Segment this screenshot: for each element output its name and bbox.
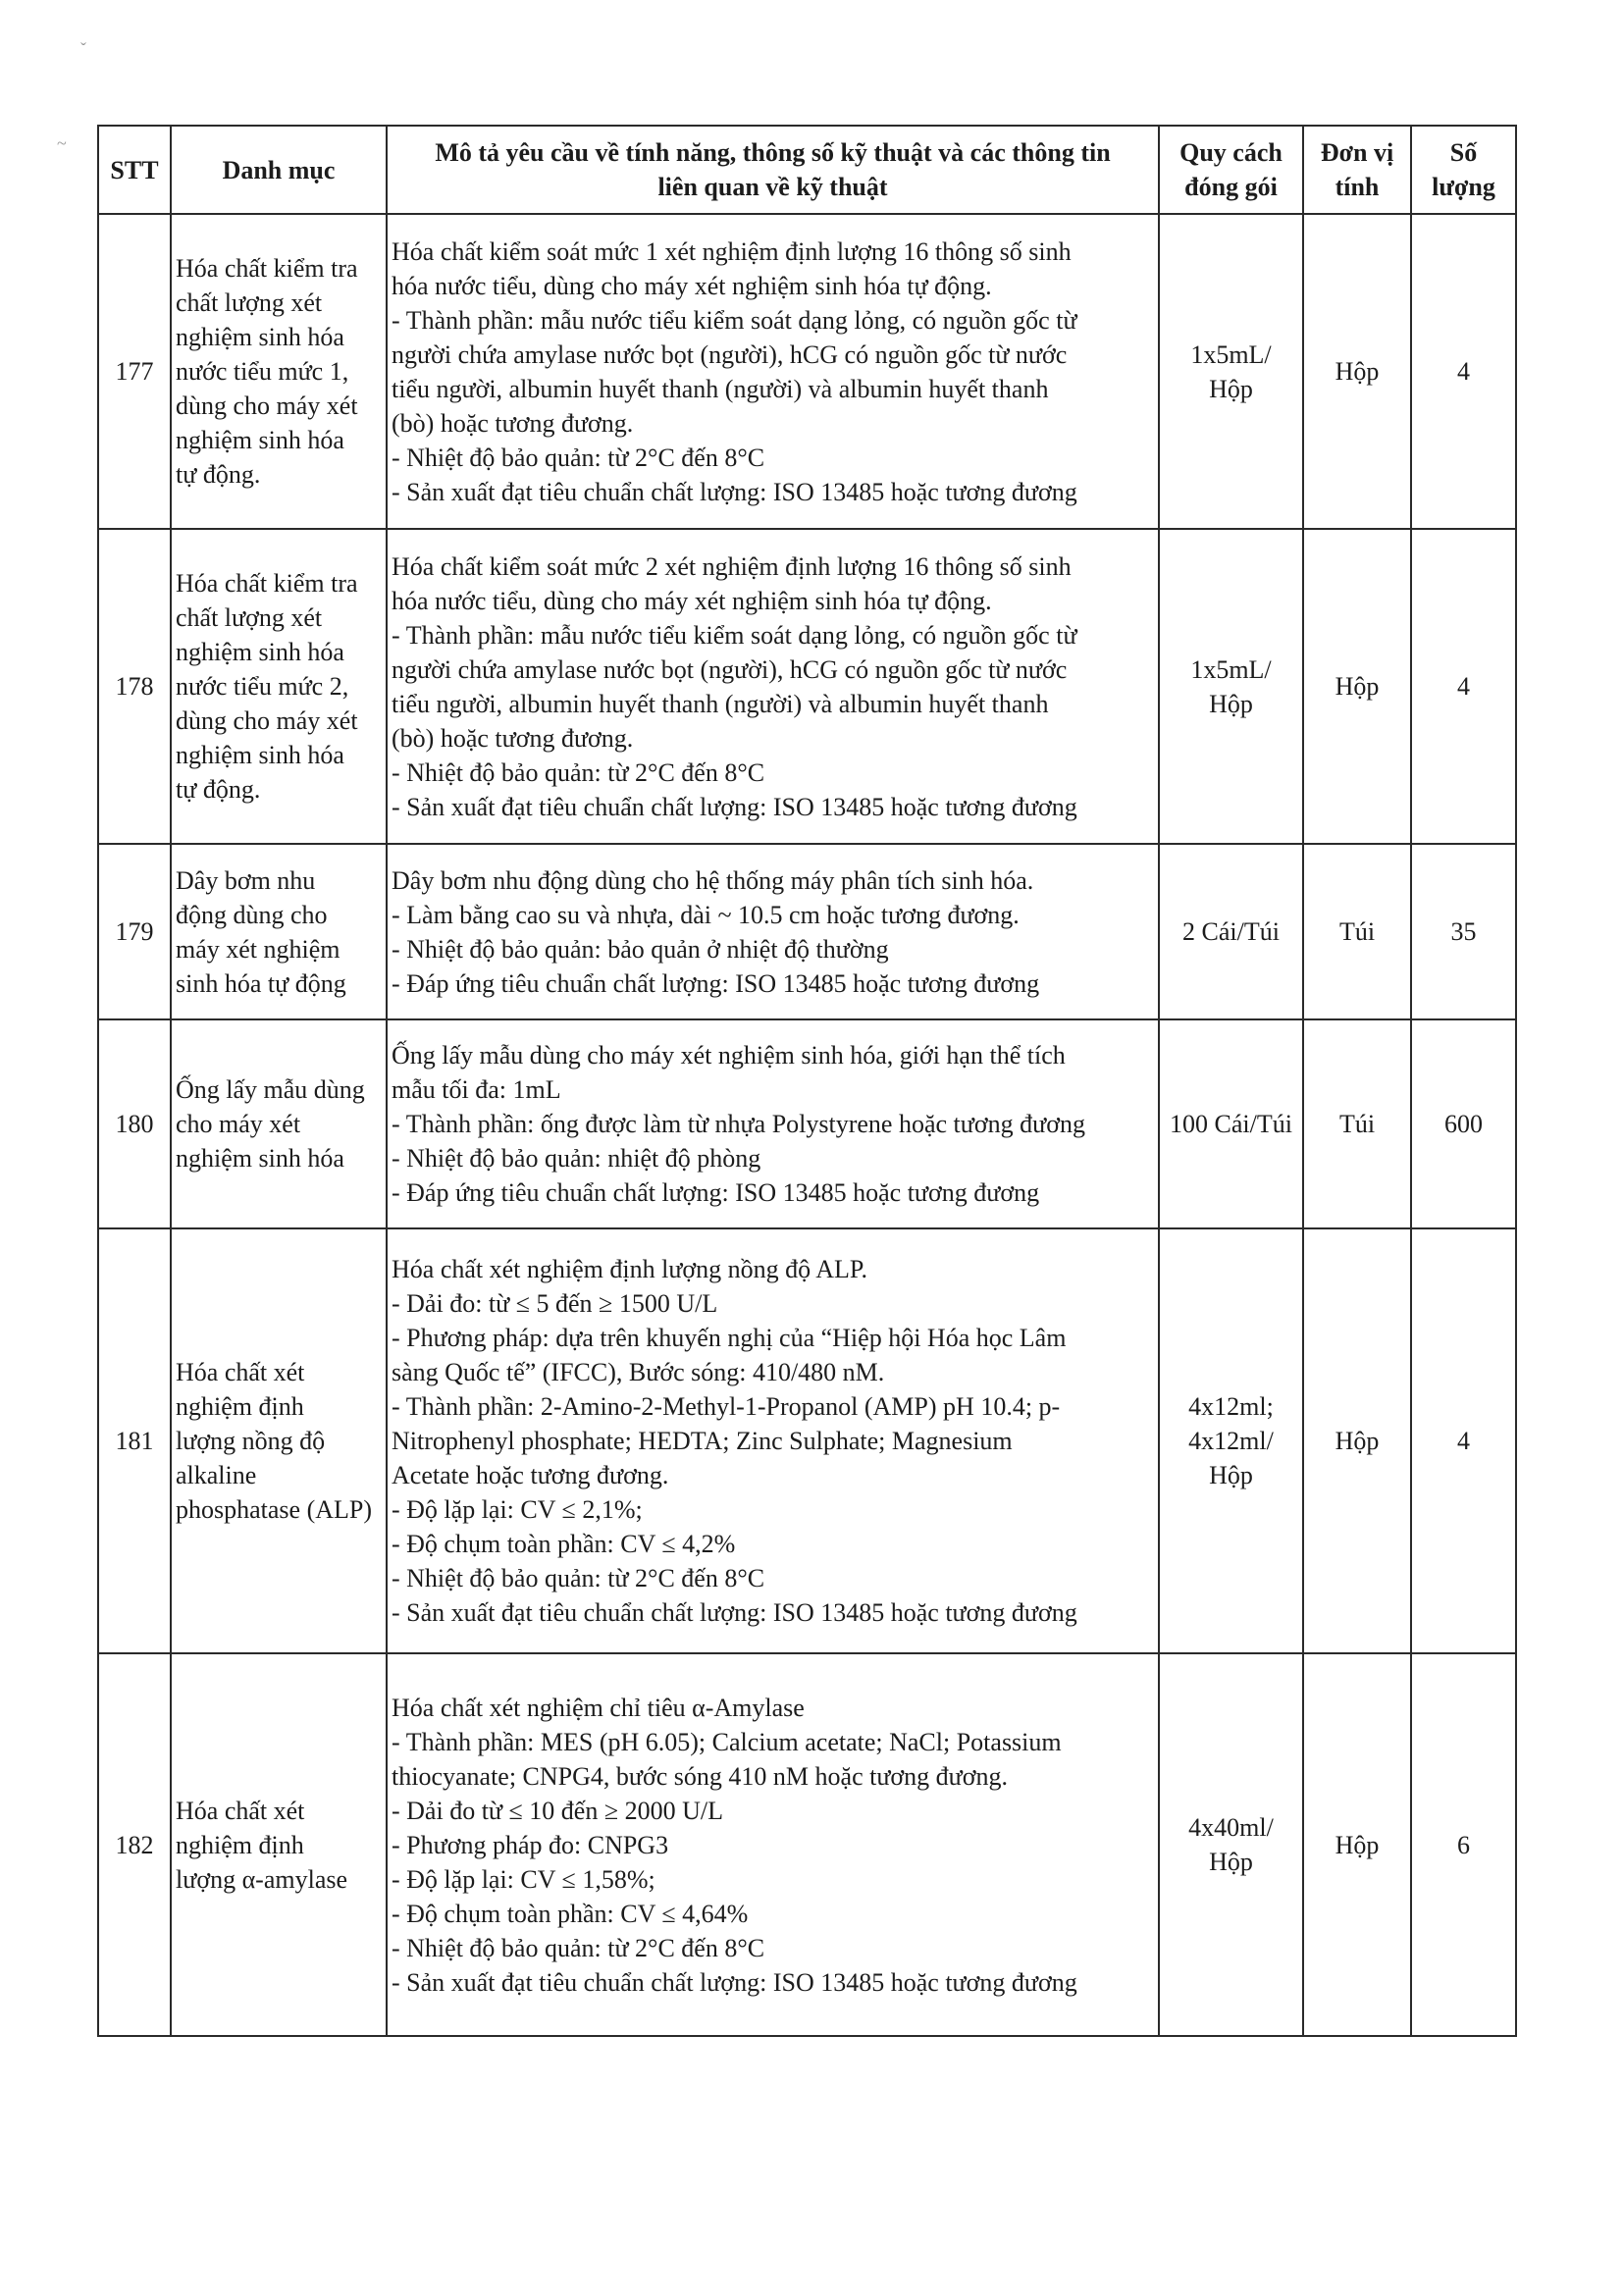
name-line: tự động. — [176, 460, 261, 489]
desc-line: Hóa chất xét nghiệm chỉ tiêu α-Amylase — [392, 1693, 805, 1722]
cell-category — [171, 1228, 387, 1653]
name-line: alkaline — [176, 1461, 257, 1489]
pack-line: Hộp — [1209, 1461, 1253, 1489]
name-line: chất lượng xét — [176, 603, 323, 632]
cell-packaging — [1159, 1228, 1303, 1653]
desc-line: thiocyanate; CNPG4, bước sóng 410 nM hoặc tương đương. — [392, 1761, 1009, 1791]
desc-line: - Nhiệt độ bảo quản: bảo quản ở nhiệt độ thường — [392, 934, 889, 964]
cell-category — [171, 844, 387, 1019]
name-line: Hóa chất xét — [176, 1358, 305, 1386]
desc-line: - Sản xuất đạt tiêu chuẩn chất lượng: ISO 13485 hoặc tương đương — [392, 1598, 1077, 1627]
cell-packaging — [1159, 214, 1303, 529]
name-line: nghiệm sinh hóa — [176, 426, 344, 454]
cell-description — [387, 844, 1159, 1019]
desc-line: - Độ lặp lại: CV ≤ 1,58%; — [392, 1864, 655, 1894]
pack-line: Hộp — [1209, 689, 1253, 718]
name-line: máy xét nghiệm — [176, 934, 340, 964]
cell-stt: 182 — [98, 1653, 171, 2036]
table-row — [98, 214, 1516, 529]
desc-line: người chứa amylase nước bọt (người), hCG có nguồn gốc từ nước — [392, 339, 1068, 369]
name-line: dùng cho máy xét — [176, 706, 358, 735]
name-line: nước tiểu mức 2, — [176, 672, 349, 701]
header-stt: STT — [98, 126, 171, 214]
cell-quantity: 4 — [1411, 214, 1516, 529]
cell-unit: Túi — [1303, 844, 1411, 1019]
name-line: Hóa chất kiểm tra — [176, 254, 358, 283]
spec-table — [97, 125, 1517, 2037]
name-line: chất lượng xét — [176, 288, 323, 317]
pack-line: 1x5mL/ — [1190, 654, 1272, 684]
cell-stt: 178 — [98, 529, 171, 844]
name-line: cho máy xét — [176, 1110, 301, 1138]
desc-line: Hóa chất kiểm soát mức 2 xét nghiệm định lượng 16 thông số sinh — [392, 551, 1072, 581]
cell-description — [387, 529, 1159, 844]
table-body — [98, 214, 1516, 2036]
cell-quantity: 600 — [1411, 1019, 1516, 1228]
desc-line: - Thành phần: 2-Amino-2-Methyl-1-Propanol (AMP) pH 10.4; p- — [392, 1392, 1061, 1421]
desc-line: Hóa chất xét nghiệm định lượng nồng độ ALP. — [392, 1255, 867, 1283]
table-row — [98, 1228, 1516, 1653]
desc-line: - Nhiệt độ bảo quản: từ 2°C đến 8°C — [392, 1933, 765, 1962]
cell-quantity: 4 — [1411, 529, 1516, 844]
desc-line: tiểu người, albumin huyết thanh (người) và albumin huyết thanh — [392, 689, 1049, 718]
name-line: sinh hóa tự động — [176, 968, 346, 998]
desc-line: - Phương pháp đo: CNPG3 — [392, 1830, 669, 1859]
cell-description — [387, 1653, 1159, 2036]
desc-line: - Nhiệt độ bảo quản: nhiệt độ phòng — [392, 1144, 761, 1173]
name-line: nước tiểu mức 1, — [176, 357, 349, 386]
cell-unit: Hộp — [1303, 214, 1411, 529]
cell-stt: 179 — [98, 844, 171, 1019]
desc-line: - Sản xuất đạt tiêu chuẩn chất lượng: ISO 13485 hoặc tương đương — [392, 1967, 1077, 1997]
pack-line: 4x12ml/ — [1188, 1427, 1274, 1455]
name-line: động dùng cho — [176, 900, 328, 929]
desc-line: Ống lấy mẫu dùng cho máy xét nghiệm sinh hóa, giới hạn thể tích — [392, 1041, 1066, 1070]
desc-line: (bò) hoặc tương đương. — [392, 408, 634, 438]
name-line: nghiệm sinh hóa — [176, 741, 344, 769]
desc-line: sàng Quốc tế” (IFCC), Bước sóng: 410/480 nM. — [392, 1358, 885, 1386]
name-line: Ống lấy mẫu dùng — [176, 1075, 365, 1104]
desc-line: Dây bơm nhu động dùng cho hệ thống máy phân tích sinh hóa. — [392, 865, 1034, 895]
desc-line: hóa nước tiểu, dùng cho máy xét nghiệm sinh hóa tự động. — [392, 271, 992, 300]
name-line: Dây bơm nhu — [176, 865, 316, 895]
desc-line: - Độ chụm toàn phần: CV ≤ 4,64% — [392, 1899, 749, 1928]
header-row — [98, 126, 1516, 214]
desc-line: - Đáp ứng tiêu chuẩn chất lượng: ISO 13485 hoặc tương đương — [392, 1178, 1040, 1207]
header-packaging: Quy cách đóng gói — [1159, 126, 1303, 214]
table-row — [98, 1653, 1516, 2036]
desc-line: - Sản xuất đạt tiêu chuẩn chất lượng: ISO 13485 hoặc tương đương — [392, 792, 1077, 821]
desc-line: - Thành phần: mẫu nước tiểu kiểm soát dạng lỏng, có nguồn gốc từ — [392, 305, 1077, 335]
cell-category — [171, 1019, 387, 1228]
table-row — [98, 844, 1516, 1019]
pack-line: Hộp — [1209, 1848, 1253, 1876]
scan-mark: ˇ — [80, 39, 86, 59]
desc-line: - Thành phần: mẫu nước tiểu kiểm soát dạng lỏng, có nguồn gốc từ — [392, 620, 1077, 650]
pack-line: 4x12ml; — [1188, 1392, 1274, 1421]
name-line: nghiệm sinh hóa — [176, 638, 344, 666]
desc-line: - Độ lặp lại: CV ≤ 2,1%; — [392, 1495, 643, 1524]
pack-line: 1x5mL/ — [1190, 339, 1272, 369]
desc-line: - Nhiệt độ bảo quản: từ 2°C đến 8°C — [392, 1564, 765, 1592]
desc-line: tiểu người, albumin huyết thanh (người) và albumin huyết thanh — [392, 374, 1049, 403]
pack-line: 2 Cái/Túi — [1182, 917, 1280, 946]
name-line: dùng cho máy xét — [176, 391, 358, 420]
desc-line: - Làm bằng cao su và nhựa, dài ~ 10.5 cm hoặc tương đương. — [392, 900, 1020, 929]
header-description: Mô tả yêu cầu về tính năng, thông số kỹ thuật và các thông tin liên quan về kỹ thuật — [387, 126, 1159, 214]
desc-line: Hóa chất kiểm soát mức 1 xét nghiệm định lượng 16 thông số sinh — [392, 236, 1072, 266]
name-line: nghiệm định — [176, 1830, 304, 1859]
desc-line: - Dải đo từ ≤ 10 đến ≥ 2000 U/L — [392, 1796, 723, 1825]
desc-line: - Nhiệt độ bảo quản: từ 2°C đến 8°C — [392, 443, 765, 472]
cell-quantity: 6 — [1411, 1653, 1516, 2036]
cell-unit: Hộp — [1303, 1228, 1411, 1653]
header-category: Danh mục — [171, 126, 387, 214]
cell-unit: Hộp — [1303, 1653, 1411, 2036]
name-line: nghiệm sinh hóa — [176, 1144, 344, 1173]
name-line: nghiệm định — [176, 1392, 304, 1421]
desc-line: Nitrophenyl phosphate; HEDTA; Zinc Sulphate; Magnesium — [392, 1427, 1013, 1455]
cell-stt: 177 — [98, 214, 171, 529]
table-row — [98, 1019, 1516, 1228]
cell-category — [171, 214, 387, 529]
header-unit: Đơn vị tính — [1303, 126, 1411, 214]
desc-line: (bò) hoặc tương đương. — [392, 723, 634, 753]
desc-line: Acetate hoặc tương đương. — [392, 1461, 669, 1489]
desc-line: - Đáp ứng tiêu chuẩn chất lượng: ISO 13485 hoặc tương đương — [392, 968, 1040, 998]
name-line: nghiệm sinh hóa — [176, 323, 344, 351]
cell-quantity: 35 — [1411, 844, 1516, 1019]
name-line: Hóa chất xét — [176, 1796, 305, 1825]
desc-line: - Thành phần: MES (pH 6.05); Calcium acetate; NaCl; Potassium — [392, 1727, 1062, 1756]
cell-packaging — [1159, 844, 1303, 1019]
desc-line: - Sản xuất đạt tiêu chuẩn chất lượng: ISO 13485 hoặc tương đương — [392, 477, 1077, 506]
cell-packaging — [1159, 1019, 1303, 1228]
pack-line: 4x40ml/ — [1188, 1813, 1274, 1842]
table-row — [98, 529, 1516, 844]
cell-description — [387, 1019, 1159, 1228]
desc-line: hóa nước tiểu, dùng cho máy xét nghiệm sinh hóa tự động. — [392, 586, 992, 615]
pack-line: Hộp — [1209, 374, 1253, 403]
desc-line: - Độ chụm toàn phần: CV ≤ 4,2% — [392, 1530, 736, 1558]
desc-line: người chứa amylase nước bọt (người), hCG có nguồn gốc từ nước — [392, 654, 1068, 684]
name-line: Hóa chất kiểm tra — [176, 569, 358, 598]
cell-unit: Hộp — [1303, 529, 1411, 844]
cell-packaging — [1159, 529, 1303, 844]
pack-line: 100 Cái/Túi — [1170, 1110, 1292, 1138]
name-line: tự động. — [176, 775, 261, 804]
cell-category — [171, 1653, 387, 2036]
cell-stt: 180 — [98, 1019, 171, 1228]
desc-line: - Phương pháp: dựa trên khuyến nghị của “Hiệp hội Hóa học Lâm — [392, 1324, 1067, 1352]
desc-line: - Thành phần: ống được làm từ nhựa Polystyrene hoặc tương đương — [392, 1110, 1085, 1138]
cell-description — [387, 214, 1159, 529]
scan-mark: ~ — [57, 133, 67, 153]
name-line: lượng α-amylase — [176, 1864, 348, 1894]
cell-stt: 181 — [98, 1228, 171, 1653]
name-line: lượng nồng độ — [176, 1427, 326, 1455]
header-quantity: Số lượng — [1411, 126, 1516, 214]
cell-category — [171, 529, 387, 844]
cell-packaging — [1159, 1653, 1303, 2036]
desc-line: - Dải đo: từ ≤ 5 đến ≥ 1500 U/L — [392, 1289, 718, 1318]
name-line: phosphatase (ALP) — [176, 1495, 373, 1524]
cell-quantity: 4 — [1411, 1228, 1516, 1653]
cell-description — [387, 1228, 1159, 1653]
desc-line: - Nhiệt độ bảo quản: từ 2°C đến 8°C — [392, 757, 765, 787]
cell-unit: Túi — [1303, 1019, 1411, 1228]
desc-line: mẫu tối đa: 1mL — [392, 1075, 561, 1104]
